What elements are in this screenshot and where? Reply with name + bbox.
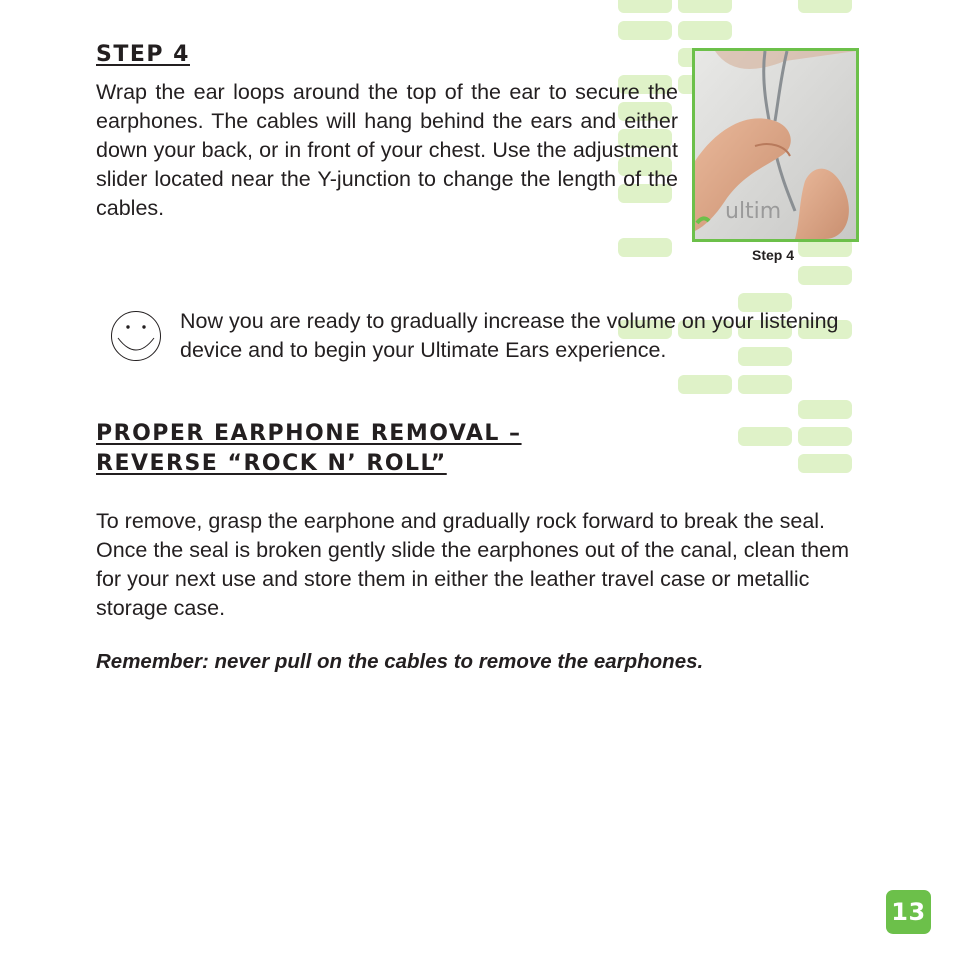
remember-warning-text: Remember: never pull on the cables to remove the earphones.	[96, 650, 704, 673]
page-number-badge: 13	[886, 890, 931, 934]
step4-body-text: Wrap the ear loops around the top of the ear to secure the earphones. The cables will hang behind the ears and either down your back, or in front of your chest. Use the adjustment slider located near the Y-junction to change the length of the cables.	[96, 80, 678, 220]
removal-heading-line1: PROPER EARPHONE REMOVAL –	[96, 421, 522, 446]
step4-heading: STEP 4	[96, 42, 190, 67]
smiley-face-icon	[110, 310, 162, 362]
removal-heading-line2: REVERSE “ROCK N’ ROLL”	[96, 451, 447, 476]
ready-message-text: Now you are ready to gradually increase the volume on your listening device and to begin your Ultimate Ears experience.	[180, 309, 839, 362]
removal-body-text: To remove, grasp the earphone and gradually rock forward to break the seal. Once the seal is broken gently slide the earphones out of the canal, clean them for your next use and store them in either the leather travel case or metallic storage case.	[96, 509, 849, 620]
photo-caption: Step 4	[752, 247, 795, 263]
photo-hand-adjusting-earphone-cable	[692, 48, 859, 242]
shirt-logo-text: ultim	[725, 199, 782, 224]
